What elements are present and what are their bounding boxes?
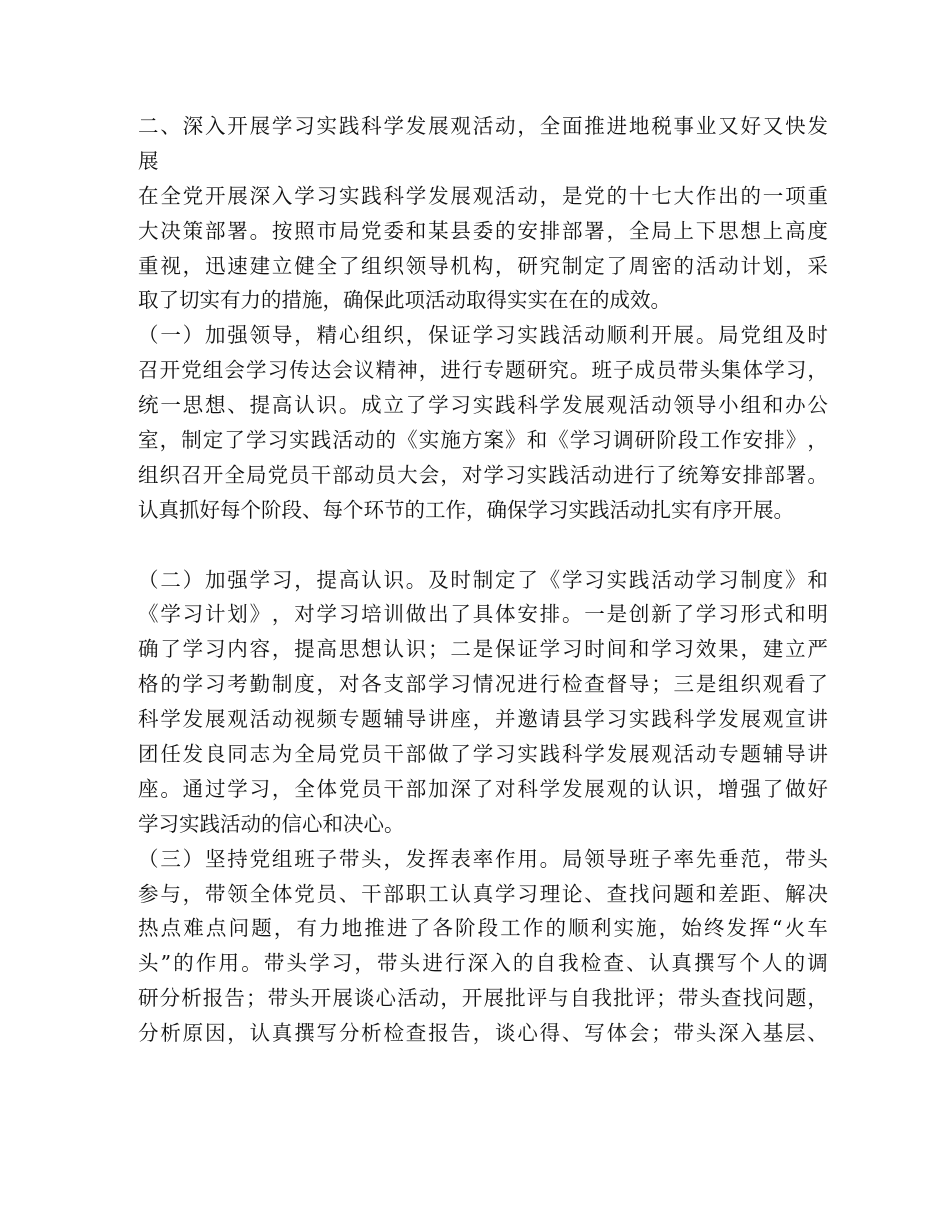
text-line: 重 视 ， 迅 速 建 立 健 全 了 组 织 领 导 机 构 ， 研 究 制 定 了 周 密 的 活 动 计 划 ， 采 — [138, 253, 828, 278]
section-3-paragraph — [138, 842, 828, 1051]
text-line: 室 ， 制 定 了 学 习 实 践 活 动 的 《 实 施 方 案 》 和 《 学 习 调 研 阶 段 工 作 安 排 》 ， — [138, 428, 828, 453]
text-line: 二 、 深 入 开 展 学 习 实 践 科 学 发 展 观 活 动 ， 全 面 推 进 地 税 事 业 又 好 又 快 发 — [138, 114, 828, 138]
intro-paragraph — [138, 179, 828, 319]
text-line: （ 二 ） 加 强 学 习 ， 提 高 认 识 。 及 时 制 定 了 《 学 习 实 践 活 动 学 习 制 度 》 和 — [138, 567, 828, 592]
heading-paragraph — [138, 109, 828, 179]
text-line: 《 学 习 计 划 》 ， 对 学 习 培 训 做 出 了 具 体 安 排 。 一 是 创 新 了 学 习 形 式 和 明 — [138, 602, 828, 627]
text-line: 科 学 发 展 观 活 动 视 频 专 题 辅 导 讲 座 ， 并 邀 请 县 学 习 实 践 科 学 发 展 观 宣 讲 — [138, 707, 828, 732]
text-line: 研 分 析 报 告 ； 带 头 开 展 谈 心 活 动 ， 开 展 批 评 与 自 我 批 评 ； 带 头 查 找 问 题 ， — [138, 986, 828, 1011]
text-line: 团 任 发 良 同 志 为 全 局 党 员 干 部 做 了 学 习 实 践 科 学 发 展 观 活 动 专 题 辅 导 讲 — [138, 742, 828, 767]
text-line: 学习实践活动的信心和决心。 — [138, 811, 405, 836]
text-line: 取了切实有力的措施，确保此项活动取得实实在在的成效。 — [138, 288, 671, 313]
text-line: 参 与 ， 带 领 全 体 党 员 、 干 部 职 工 认 真 学 习 理 论 、 查 找 问 题 和 差 距 、 解 决 — [138, 881, 828, 906]
text-line: 召 开 党 组 会 学 习 传 达 会 议 精 神 ， 进 行 专 题 研 究 。 班 子 成 员 带 头 集 体 学 习 ， — [138, 358, 828, 383]
text-line: 格 的 学 习 考 勤 制 度 ， 对 各 支 部 学 习 情 况 进 行 检 查 督 导 ； 三 是 组 织 观 看 了 — [138, 672, 828, 697]
text-line: 分 析 原 因 ， 认 真 撰 写 分 析 检 查 报 告 ， 谈 心 得 、 写 体 会 ； 带 头 深 入 基 层 、 — [138, 1021, 828, 1046]
paragraph-spacer — [138, 528, 828, 563]
text-line: 认真抓好每个阶段、每个环节的工作，确保学习实践活动扎实有序开展。 — [138, 497, 794, 522]
text-line: 统 一 思 想 、 提 高 认 识 。 成 立 了 学 习 实 践 科 学 发 展 观 活 动 领 导 小 组 和 办 公 — [138, 393, 828, 418]
text-line: 组 织 召 开 全 局 党 员 干 部 动 员 大 会 ， 对 学 习 实 践 活 动 进 行 了 统 筹 安 排 部 署 。 — [138, 462, 828, 487]
section-2-paragraph — [138, 563, 828, 842]
text-line: （ 一 ） 加 强 领 导 ， 精 心 组 织 ， 保 证 学 习 实 践 活 动 顺 利 开 展 。 局 党 组 及 时 — [138, 323, 828, 348]
text-line: 座 。 通 过 学 习 ， 全 体 党 员 干 部 加 深 了 对 科 学 发 展 观 的 认 识 ， 增 强 了 做 好 — [138, 776, 828, 801]
text-line: 确 了 学 习 内 容 ， 提 高 思 想 认 识 ； 二 是 保 证 学 习 时 间 和 学 习 效 果 ， 建 立 严 — [138, 637, 828, 662]
text-line: 热 点 难 点 问 题 ， 有 力 地 推 进 了 各 阶 段 工 作 的 顺 利 实 施 ， 始 终 发 挥 “ 火 车 — [138, 916, 828, 941]
text-line: （ 三 ） 坚 持 党 组 班 子 带 头 ， 发 挥 表 率 作 用 。 局 领 导 班 子 率 先 垂 范 ， 带 头 — [138, 846, 828, 871]
text-line: 头 ” 的 作 用 。 带 头 学 习 ， 带 头 进 行 深 入 的 自 我 检 查 、 认 真 撰 写 个 人 的 调 — [138, 951, 828, 976]
text-line: 在 全 党 开 展 深 入 学 习 实 践 科 学 发 展 观 活 动 ， 是 党 的 十 七 大 作 出 的 一 项 重 — [138, 183, 828, 208]
section-1-paragraph — [138, 318, 828, 527]
text-line: 大 决 策 部 署 。 按 照 市 局 党 委 和 某 县 委 的 安 排 部 署 ， 全 局 上 下 思 想 上 高 度 — [138, 218, 828, 243]
text-line: 展 — [138, 148, 159, 173]
document-page — [138, 109, 828, 1051]
